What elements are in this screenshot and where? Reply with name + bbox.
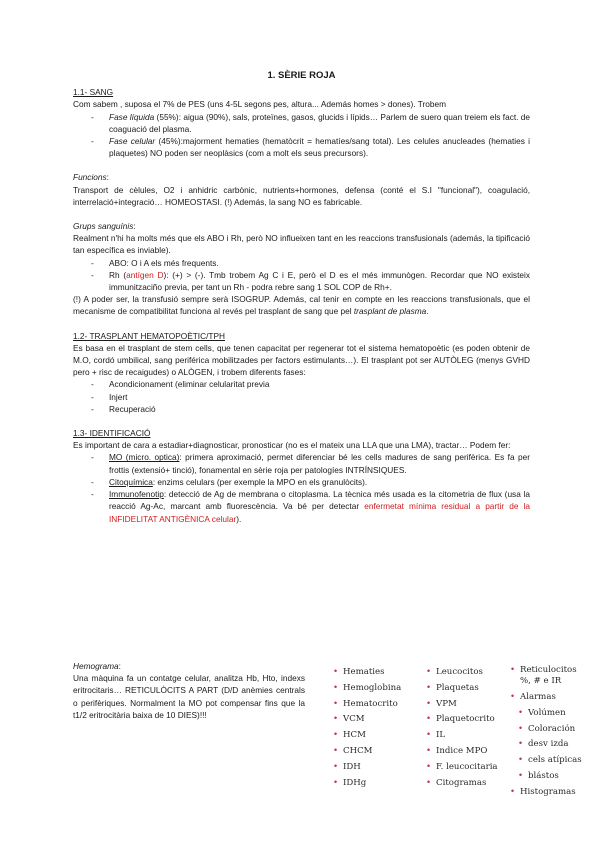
page-title: 1. SÈRIE ROJA [267, 70, 336, 81]
list-item: • IDHg [333, 776, 401, 792]
list-item: • Reticulocitos %, # e IR [510, 665, 582, 690]
list-item: • VPM [426, 697, 498, 713]
list-item: - Injert [109, 391, 530, 403]
item-label: Fase celular [109, 136, 156, 147]
list-item: • IL [426, 728, 498, 744]
grups-note: (!) A poder ser, la transfusió sempre serà ISOGRUP. Además, cal tenir en compte en les reaccions transfusionals, que el mecanisme de compatibilitat funciona al revés pel trasplant de sang que pel trasplant de plasma. [73, 294, 530, 317]
hemograma-heading-row: Hemograma: [73, 661, 121, 671]
emr-highlight: enfermetat mínima residual a partir de la INFIDELITAT ANTIGÈNICA celular [109, 501, 531, 524]
hemograma-col-3 [510, 665, 582, 801]
item-text: (55%): aigua (90%), sals, proteïnes, gasos, glucids i lípids… Parlem de suero quan treiem els fact. de coaguació del plasma. [109, 111, 531, 134]
list-item: • Alarmas [510, 690, 582, 706]
hemograma-col-2 [426, 665, 498, 791]
list-item: - Immunofenotip: detecció de Ag de membrana o citoplasma. La tècnica més usada es la citometria de flux (usa la reacció Ag-Ac, marcant amb fluorescència. Va bé per detectar enfermetat mínima residual a partir de la INFIDELITAT ANTIGÈNICA celular). [109, 488, 530, 525]
funcions-text: Transport de cèlules, O2 i anhidric carbònic, nutrients+hormones, defensa (conté el S.I "funcional"), coagulació, interrelació+integració… HOMEOSTASI. (!) Además, la sang NO es fabricable. [73, 184, 530, 207]
list-item: • Histogramas [510, 785, 582, 801]
identificacio-list [73, 451, 530, 524]
list-item: - Acondicionament (eliminar celularitat previa [109, 378, 530, 390]
list-item: • Coloración [510, 722, 582, 738]
list-item: • Hematocrito [333, 697, 401, 713]
section-heading-funcions: Funcions [73, 172, 107, 183]
item-label: Fase líquida [109, 111, 155, 122]
document-body [73, 70, 530, 525]
list-item: - Rh (antígen D): (+) > (-). Tmb trobem Ag C i E, però el D es el més immunògen. Recordar que NO existeix immunitzaciño previa, per tant un Rh - podra rebre sang 1 SOL COP de Rh+. [109, 269, 530, 293]
list-item: - Recuperació [109, 403, 530, 415]
grups-heading-row: Grups sanguínis: [73, 221, 136, 232]
list-item: • Plaquetocrito [426, 712, 498, 728]
list-item [109, 111, 530, 135]
item-text: (45%):majorment hematies (hematòcrit = hematíes/sang total). Les celules anucleades (hematies i plaquetes) NO poden ser neoplàsics (com a molt els seus precursors). [109, 136, 530, 159]
list-item: • Indice MPO [426, 744, 498, 760]
sang-list [73, 111, 530, 160]
list-item: • IDH [333, 760, 401, 776]
list-item: • Leucocitos [426, 665, 498, 681]
tph-text: Es basa en el trasplant de stem cells, que tenen capacitat per regenerar tot el sistema hematopoètic (es poden obtenir de M.O, cordó umbilical, sang periférica mobilitzades per factors estimulants…). El trasplant pot ser AUTÒLEG (menys GVHD pero + risc de recaigudes) o ALÒGEN, i trobem diferents fases: [73, 342, 530, 378]
list-item [109, 135, 530, 159]
list-item: • Volúmen [510, 706, 582, 722]
list-item: • Plaquetas [426, 681, 498, 697]
section-heading-hemograma: Hemograma [73, 661, 119, 671]
list-item: • HCM [333, 728, 401, 744]
list-item: • Citogramas [426, 776, 498, 792]
list-item: • F. leucocitaria [426, 760, 498, 776]
grups-intro: Realment n'hi ha molts més que els ABO i Rh, però NO influeixen tant en les reaccions transfusionals (además, la tipificació tan específica es inviable). [73, 233, 530, 256]
list-item: • Hematies [333, 665, 401, 681]
list-item: • blástos [510, 769, 582, 785]
identificacio-intro: Es important de cara a estadiar+diagnosticar, pronosticar (no es el mateix una LLA que una LMA), tractar… Podem fer: [73, 440, 511, 451]
sang-intro: Com sabem , suposa el 7% de PES (uns 4-5L segons pes, altura... Además homes > dones). Trobem [73, 99, 447, 110]
section-heading-identificacio: 1.3- IDENTIFICACIÓ [73, 428, 151, 439]
section-heading-tph: 1.2- TRASPLANT HEMATOPOÈTIC/TPH [73, 330, 225, 341]
hemograma-block [73, 660, 305, 721]
list-item: • desv izda [510, 737, 582, 753]
list-item: - MO (micro. optica): primera aproximació, permet diferenciar bé les cells madures de sang perifèrica. Es fa per frottis (extensió+ tinció), fonamental en sèrie roja per patologíes INTRÍNSIQUES. [109, 451, 530, 475]
list-item: • cels atípicas [510, 753, 582, 769]
list-item: - Citoquímica: enzims celulars (per exemple la MPO en els granulòcits). [109, 476, 530, 488]
section-heading-sang: 1.1- SANG [73, 87, 114, 98]
funcions-heading-row: Funcions: [73, 172, 109, 183]
hemograma-col-1 [333, 665, 401, 791]
list-item: • CHCM [333, 744, 401, 760]
antigen-d-highlight: antígen D [126, 269, 164, 280]
section-heading-grups: Grups sanguínis [73, 221, 134, 232]
list-item: • Hemoglobina [333, 681, 401, 697]
hemograma-text: Una màquina fa un contatge celular, analitza Hb, Hto, indexs eritrocitaris… RETICULÒCITS A PART (D/D anèmies centrals o perifèriques. Normalment la MO pot compensar fins que la t1/2 eritrocitària baixa de 10 DIES)!!! [73, 673, 305, 720]
list-item: - ABO: O i A els més frequents. [109, 257, 530, 269]
grups-list [73, 257, 530, 294]
list-item: • VCM [333, 712, 401, 728]
tph-list [73, 378, 530, 415]
